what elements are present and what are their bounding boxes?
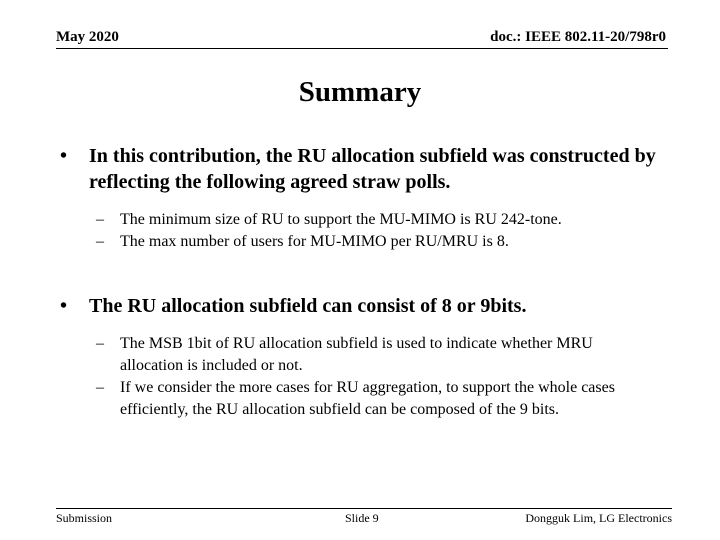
footer-slide-number: Slide 9 bbox=[345, 511, 379, 525]
footer-divider bbox=[56, 508, 672, 509]
dash-marker: – bbox=[96, 379, 104, 396]
footer-submission: Submission bbox=[56, 511, 113, 525]
bullet-2-sub-1 bbox=[56, 333, 656, 377]
header-divider bbox=[56, 48, 668, 49]
bullet-1-sub-1 bbox=[56, 209, 656, 231]
dash-marker: – bbox=[96, 211, 104, 228]
bullet-2-sub-2 bbox=[56, 377, 656, 421]
bullet-2-text: The RU allocation subfield can consist of 8 or 9bits. bbox=[89, 295, 527, 317]
bullet-1-sub-2 bbox=[56, 231, 656, 253]
dash-marker: – bbox=[96, 335, 104, 352]
bullet-1-sub-1-text: The minimum size of RU to support the MU-MIMO is RU 242-tone. bbox=[120, 211, 562, 228]
slide-content bbox=[56, 143, 656, 421]
dash-marker: – bbox=[96, 233, 104, 250]
bullet-2-sublist bbox=[56, 333, 656, 421]
footer-author: Dongguk Lim, LG Electronics bbox=[525, 511, 672, 525]
slide-title: Summary bbox=[298, 76, 422, 108]
bullet-1-sub-2-text: The max number of users for MU-MIMO per RU/MRU is 8. bbox=[120, 233, 509, 250]
header-doc-id: doc.: IEEE 802.11-20/798r0 bbox=[490, 29, 666, 45]
bullet-2-marker: • bbox=[60, 295, 68, 317]
bullet-1-text: In this contribution, the RU allocation subfield was constructed by reflecting the following agreed straw polls. bbox=[89, 145, 656, 193]
header-date: May 2020 bbox=[56, 29, 119, 45]
bullet-1 bbox=[56, 143, 656, 195]
bullet-2 bbox=[56, 293, 656, 319]
bullet-1-sublist bbox=[56, 209, 656, 253]
bullet-1-marker: • bbox=[60, 145, 68, 167]
bullet-2-sub-1-text: The MSB 1bit of RU allocation subfield is used to indicate whether MRU allocation is included or not. bbox=[120, 335, 593, 374]
bullet-2-sub-2-text: If we consider the more cases for RU aggregation, to support the whole cases efficiently, the RU allocation subfield can be composed of the 9 bits. bbox=[120, 379, 615, 418]
